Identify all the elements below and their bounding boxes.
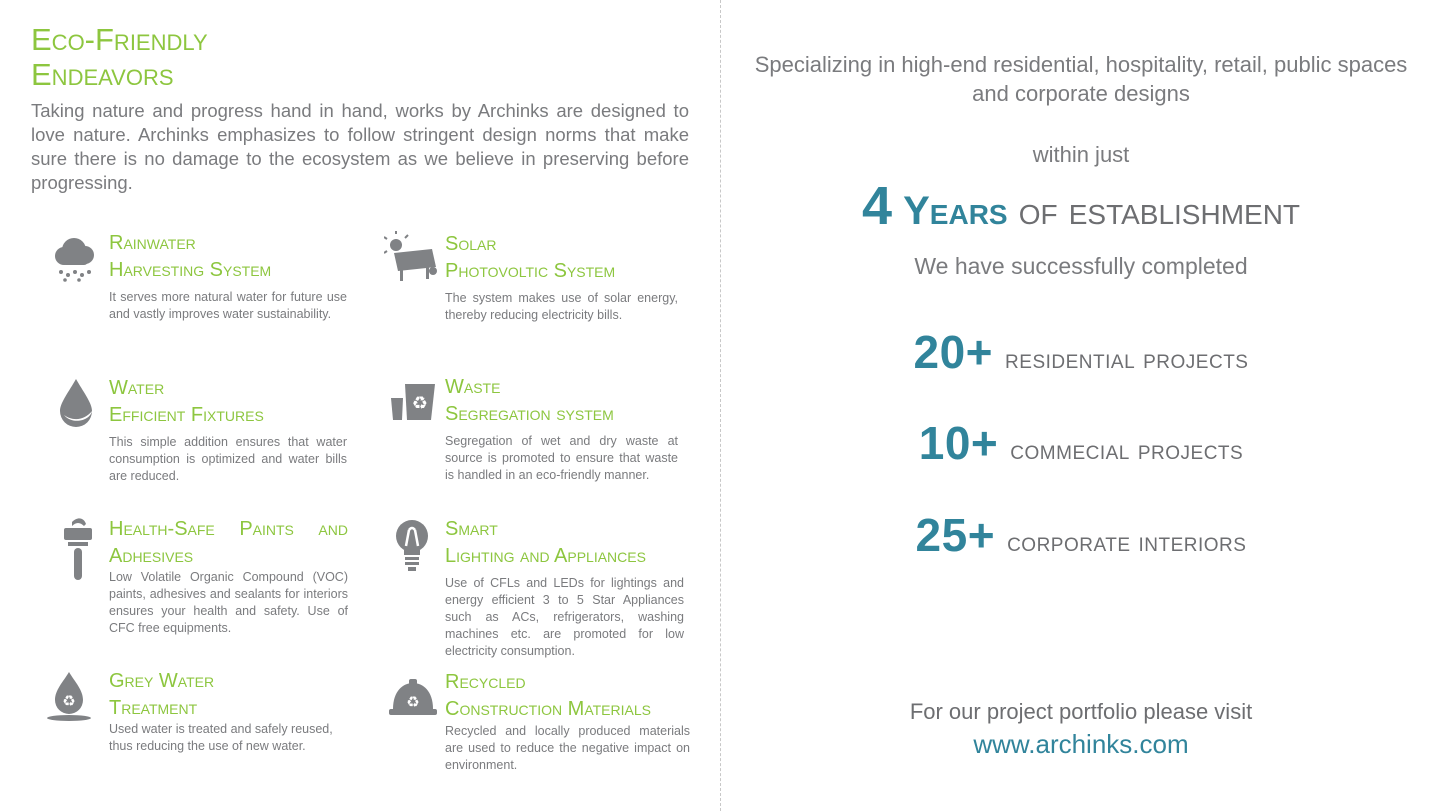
light-bulb-icon <box>392 516 448 576</box>
feature-description: Segregation of wet and dry waste at source is promoted to ensure that waste is handled in an eco-friendly manner. <box>445 434 678 482</box>
stat-residential <box>722 325 1440 379</box>
svg-text:♻: ♻ <box>62 692 76 710</box>
years-number: 4 <box>861 176 892 236</box>
completed-text: We have successfully completed <box>914 253 1248 279</box>
specializing-text: Specializing in high-end residential, hospitality, retail, public spaces and corporate designs <box>754 52 1408 106</box>
svg-text:♻: ♻ <box>406 693 420 711</box>
within-text: within just <box>1032 142 1130 167</box>
svg-text:♻: ♻ <box>411 393 429 414</box>
vertical-divider <box>720 0 721 811</box>
feature-description: Used water is treated and safely reused, thus reducing the use of new water. <box>109 722 333 753</box>
feature-description: Recycled and locally produced materials are used to reduce the negative impact on environment. <box>445 724 690 772</box>
feature-description: Use of CFLs and LEDs for lightings and energy efficient 3 to 5 Star Appliances such as ACs, refrigerators, washing machines etc. are promoted for low electricity consumption. <box>445 576 684 658</box>
feature-title: Waste Segregation system <box>445 376 614 425</box>
rain-cloud-icon <box>50 230 106 286</box>
feature-description: This simple addition ensures that water consumption is optimized and water bills are reduced. <box>109 435 347 483</box>
stat-number: 10+ <box>918 417 999 469</box>
stat-number: 25+ <box>915 509 996 561</box>
website-link[interactable]: www.archinks.com <box>973 729 1189 759</box>
heading-line-2: Endeavors <box>31 57 174 92</box>
recycle-bin-icon <box>389 374 445 430</box>
feature-description: The system makes use of solar energy, thereby reducing electricity bills. <box>445 291 678 322</box>
feature-title: Rainwater Harvesting System <box>109 232 272 281</box>
heading-line-1: Eco-Friendly <box>31 22 208 57</box>
years-word: Years <box>903 189 1008 233</box>
feature-title: Health-Safe Paints and <box>109 518 348 540</box>
years-establishment <box>722 175 1440 237</box>
water-drop-icon <box>56 375 112 431</box>
solar-panel-icon <box>384 231 440 287</box>
feature-title: Grey Water Treatment <box>109 670 215 719</box>
recycle-helmet-icon <box>389 669 445 725</box>
feature-description: It serves more natural water for future use and vastly improves water sustainability. <box>109 290 347 321</box>
stat-number: 20+ <box>913 326 994 378</box>
paint-brush-icon <box>56 516 112 588</box>
section-heading <box>31 22 689 92</box>
feature-title: Adhesives <box>109 545 194 567</box>
feature-title: Recycled Construction Materials <box>445 671 651 720</box>
stat-corporate <box>722 508 1440 562</box>
feature-title: Water Efficient Fixtures <box>109 377 264 426</box>
stat-label: residential projects <box>1005 344 1249 374</box>
years-rest: of establishment <box>1018 189 1301 233</box>
intro-paragraph: Taking nature and progress hand in hand, works by Archinks are designed to love nature. Archinks emphasizes to follow stringent design norms that make sure there is no damage to the ecosystem as we believe in preserving before progressing. <box>31 100 689 193</box>
left-panel <box>31 22 689 195</box>
feature-description: Low Volatile Organic Compound (VOC) paints, adhesives and sealants for interiors ensures your health and safety. Use of CFC free equipments. <box>109 570 348 635</box>
stat-label: corporate interiors <box>1007 527 1247 557</box>
feature-title: Solar Photovoltic System <box>445 233 616 282</box>
portfolio-text: For our project portfolio please visit <box>909 699 1253 724</box>
stat-commercial <box>722 416 1440 470</box>
right-panel <box>722 0 1440 811</box>
feature-title: Smart Lighting and Appliances <box>445 518 646 567</box>
recycle-water-icon <box>45 668 101 724</box>
stat-label: commecial projects <box>1010 435 1244 465</box>
